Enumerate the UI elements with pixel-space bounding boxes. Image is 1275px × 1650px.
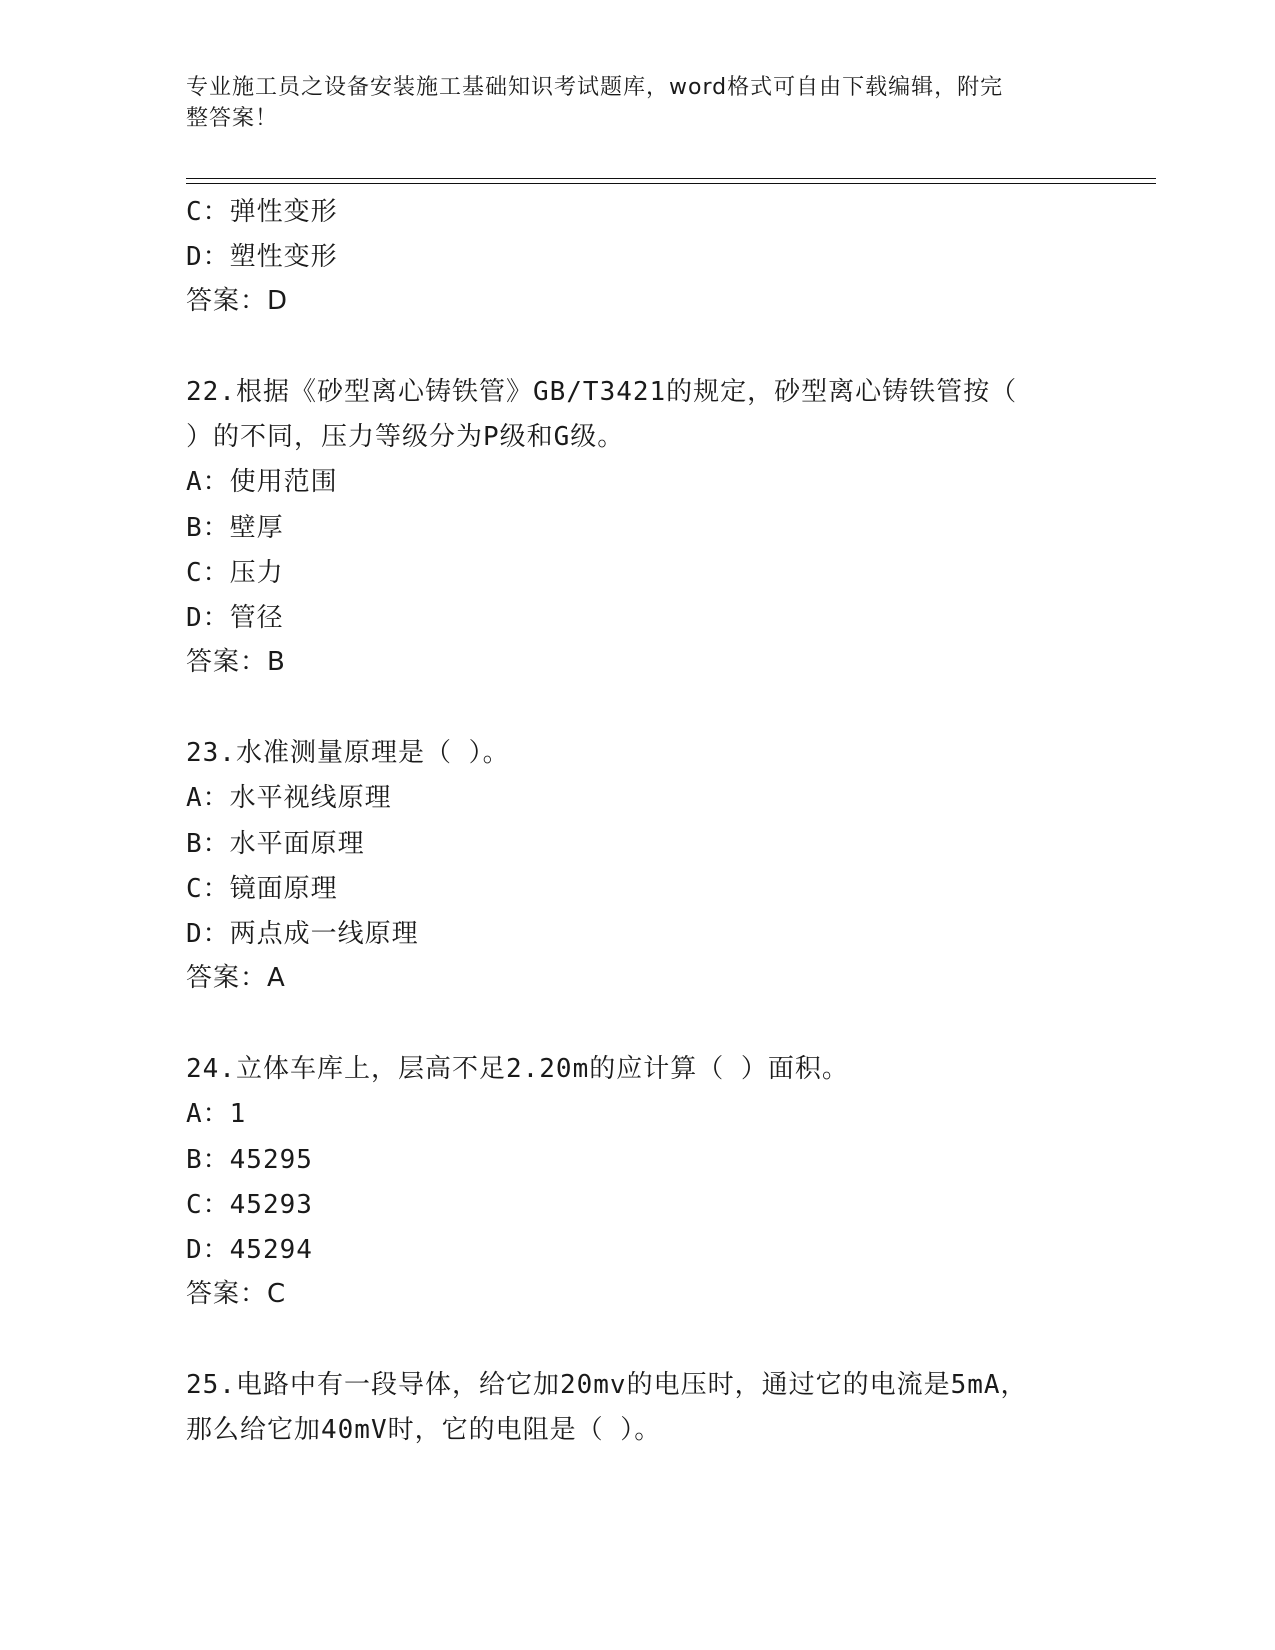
q23-option-b: B：水平面原理	[186, 829, 365, 859]
q22-option-d: D：管径	[186, 603, 284, 633]
q23-option-a: A：水平视线原理	[186, 783, 392, 813]
q23-option-d: D：两点成一线原理	[186, 919, 419, 949]
q21-answer: 答案：D	[186, 286, 289, 316]
q22-stem-line-1: 22.根据《砂型离心铸铁管》GB/T3421的规定，砂型离心铸铁管按（	[186, 377, 1018, 407]
q25-stem-line-2: 那么给它加40mV时，它的电阻是（ ）。	[186, 1415, 662, 1445]
q23-stem: 23.水准测量原理是（ ）。	[186, 738, 510, 768]
header-line-2: 整答案！	[186, 106, 279, 131]
q23-answer: 答案：A	[186, 963, 286, 993]
q23-option-c: C：镜面原理	[186, 874, 338, 904]
q22-option-a: A：使用范围	[186, 467, 338, 497]
header-divider-top	[186, 178, 1156, 179]
header-divider-bottom	[186, 183, 1156, 184]
q24-option-d: D：45294	[186, 1235, 313, 1265]
q24-option-c: C：45293	[186, 1190, 313, 1220]
q21-option-c: C：弹性变形	[186, 197, 338, 227]
q22-answer: 答案：B	[186, 647, 286, 677]
q24-option-b: B：45295	[186, 1145, 313, 1175]
q24-answer: 答案：C	[186, 1279, 287, 1309]
q22-stem-line-2: ）的不同，压力等级分为P级和G级。	[186, 422, 625, 452]
header-line-1: 专业施工员之设备安装施工基础知识考试题库，word格式可自由下载编辑，附完	[186, 75, 1004, 100]
q24-option-a: A：1	[186, 1099, 247, 1129]
page-header	[186, 72, 1066, 134]
q24-stem: 24.立体车库上，层高不足2.20m的应计算（ ）面积。	[186, 1054, 849, 1084]
q22-option-b: B：壁厚	[186, 513, 284, 543]
q21-option-d: D：塑性变形	[186, 242, 338, 272]
q25-stem-line-1: 25.电路中有一段导体，给它加20mv的电压时，通过它的电流是5mA，	[186, 1370, 1028, 1400]
q22-option-c: C：压力	[186, 558, 284, 588]
